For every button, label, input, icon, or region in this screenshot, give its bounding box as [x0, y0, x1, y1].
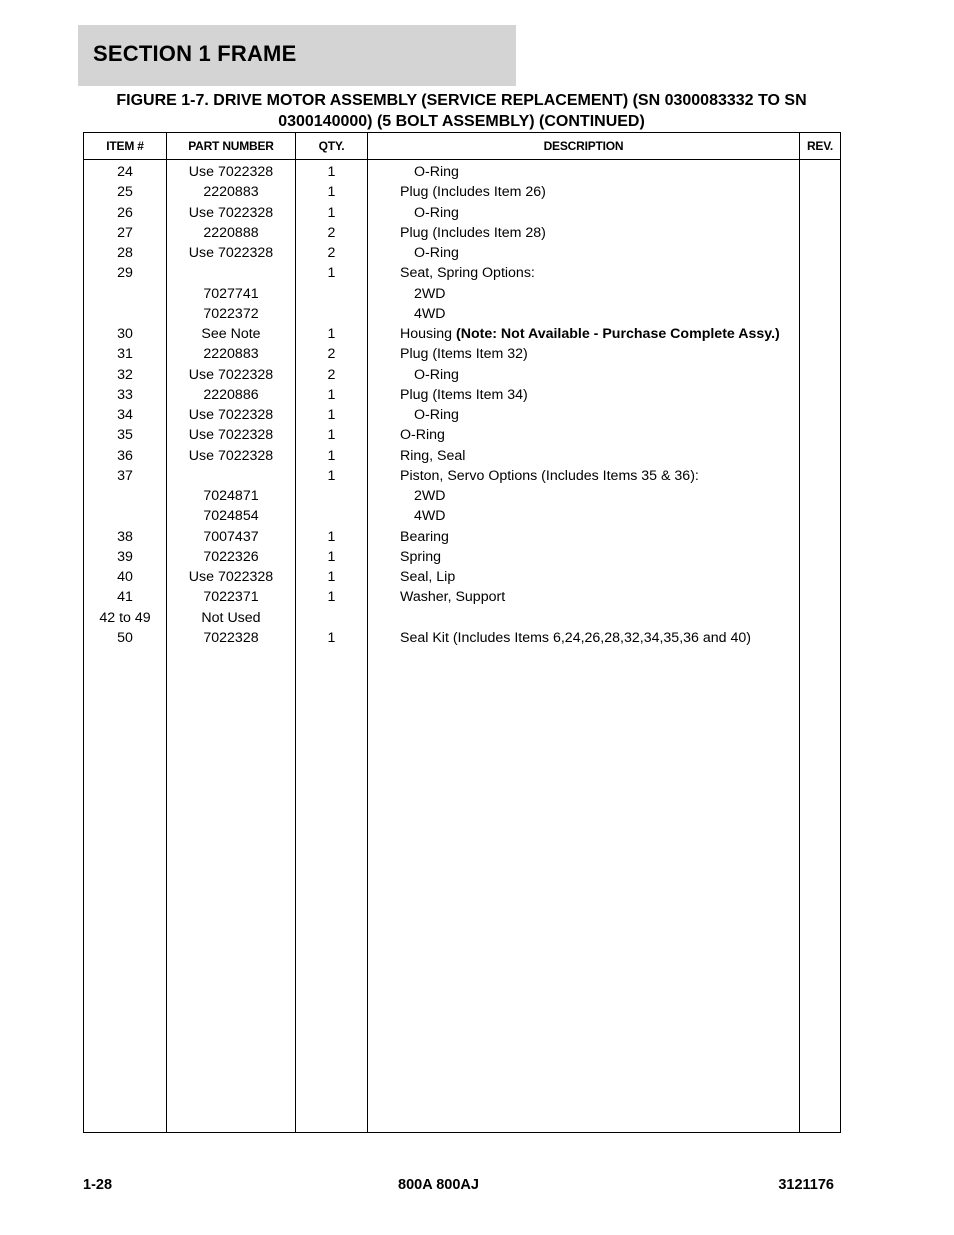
- part-number: 2220883: [203, 184, 259, 201]
- description: [400, 182, 546, 202]
- description: [414, 203, 459, 223]
- table-row: [84, 486, 840, 506]
- description-text: Plug (Includes Item 28): [400, 224, 546, 241]
- part-number: 7007437: [203, 528, 259, 545]
- description: [414, 486, 446, 506]
- description-text: Ring, Seal: [400, 447, 466, 464]
- description-text: Bearing: [400, 528, 449, 545]
- description: [414, 405, 459, 425]
- header-divider: [84, 159, 840, 160]
- description-text: Plug (Items Item 34): [400, 386, 528, 403]
- item-number: 24: [117, 164, 133, 180]
- footer-page-number: 1-28: [83, 1177, 113, 1193]
- item-number: 41: [117, 589, 133, 606]
- description-text: Spring: [400, 548, 442, 565]
- table-row: [84, 506, 840, 526]
- quantity: 1: [327, 427, 336, 444]
- description: [414, 162, 459, 182]
- parts-table: [83, 132, 841, 1133]
- description-note: (Note: Not Available - Purchase Complete Assy.): [456, 326, 780, 342]
- part-number: Use 7022328: [188, 447, 274, 464]
- table-row: [84, 324, 840, 344]
- part-number: 7022371: [203, 589, 259, 606]
- table-row: [84, 203, 840, 223]
- item-number: 39: [117, 548, 133, 565]
- part-number: 7024854: [203, 508, 259, 525]
- item-number: 31: [117, 346, 133, 363]
- description: [414, 506, 446, 526]
- table-row: [84, 385, 840, 405]
- item-number: 27: [117, 224, 133, 241]
- item-number: 34: [117, 407, 133, 423]
- header-rev: REV.: [806, 139, 834, 153]
- description-text: Housing: [400, 326, 456, 342]
- description-text: Plug (Items Item 32): [400, 346, 528, 363]
- part-number: 7024871: [203, 488, 259, 504]
- item-number: 28: [117, 245, 133, 261]
- description: [400, 587, 505, 607]
- figure-title: [83, 90, 840, 132]
- quantity: 1: [327, 569, 336, 585]
- description-text: 4WD: [414, 305, 446, 322]
- part-number: Use 7022328: [188, 569, 274, 585]
- table-row: [84, 425, 840, 445]
- part-number: Use 7022328: [188, 366, 274, 383]
- description: [400, 425, 445, 445]
- table-row: [84, 263, 840, 283]
- quantity: 1: [327, 447, 336, 464]
- quantity: 1: [327, 589, 336, 606]
- quantity: 1: [327, 184, 336, 201]
- part-number: Use 7022328: [188, 204, 274, 221]
- item-number: 33: [117, 386, 133, 403]
- quantity: 2: [327, 366, 336, 383]
- part-number: Not Used: [201, 609, 261, 626]
- description-text: O-Ring: [414, 164, 459, 180]
- item-number: 40: [117, 569, 133, 585]
- table-row: [84, 628, 840, 648]
- description: [400, 628, 751, 648]
- quantity: 1: [327, 528, 336, 545]
- description-text: 2WD: [414, 488, 446, 504]
- part-number: Use 7022328: [188, 427, 274, 444]
- item-number: 29: [117, 265, 133, 282]
- table-row: [84, 223, 840, 243]
- header-item: ITEM #: [106, 139, 144, 153]
- table-row: [84, 527, 840, 547]
- part-number: Use 7022328: [188, 245, 274, 261]
- description: [400, 567, 455, 587]
- section-banner: [78, 25, 516, 86]
- description-text: Seal Kit (Includes Items 6,24,26,28,32,34,35,36 and 40): [400, 629, 751, 646]
- part-number: Use 7022328: [188, 164, 274, 180]
- table-row: [84, 344, 840, 364]
- part-number: 2220888: [203, 224, 259, 241]
- part-number: See Note: [201, 326, 261, 342]
- description: [414, 284, 446, 304]
- section-title: SECTION 1 FRAME: [93, 41, 297, 66]
- table-row: [84, 365, 840, 385]
- parts-rows: [84, 162, 840, 648]
- description: [400, 527, 449, 547]
- description-text: 4WD: [414, 508, 446, 525]
- part-number: Use 7022328: [188, 407, 274, 423]
- part-number: 2220883: [203, 346, 259, 363]
- header-part-number: PART NUMBER: [188, 139, 274, 153]
- quantity: 1: [327, 407, 336, 423]
- table-row: [84, 405, 840, 425]
- table-row: [84, 547, 840, 567]
- quantity: 1: [327, 629, 336, 646]
- description-text: O-Ring: [414, 366, 459, 383]
- part-number: 7022372: [203, 305, 259, 322]
- footer-model: 800A 800AJ: [398, 1177, 479, 1193]
- description: [400, 263, 535, 283]
- part-number: 7027741: [203, 285, 259, 302]
- part-number: 2220886: [203, 386, 259, 403]
- table-row: [84, 284, 840, 304]
- description: [400, 324, 780, 344]
- table-row: [84, 608, 840, 628]
- table-row: [84, 446, 840, 466]
- description-text: O-Ring: [400, 427, 445, 444]
- item-number: 26: [117, 204, 133, 221]
- description-text: Washer, Support: [400, 589, 506, 606]
- description-text: Plug (Includes Item 26): [400, 184, 546, 201]
- description: [414, 243, 459, 263]
- description: [400, 466, 699, 486]
- quantity: 2: [327, 224, 336, 241]
- quantity: 2: [327, 245, 336, 261]
- item-number: 38: [117, 528, 133, 545]
- table-row: [84, 182, 840, 202]
- quantity: 1: [327, 265, 336, 282]
- description-text: Piston, Servo Options (Includes Items 35 & 36):: [400, 467, 699, 484]
- header-description: DESCRIPTION: [543, 139, 624, 153]
- table-row: [84, 243, 840, 263]
- description-text: O-Ring: [414, 407, 459, 423]
- item-number: 30: [117, 326, 133, 342]
- description: [414, 304, 446, 324]
- footer-doc-number: 3121176: [778, 1177, 834, 1193]
- description: [400, 344, 528, 364]
- table-row: [84, 587, 840, 607]
- item-number: 35: [117, 427, 133, 444]
- quantity: 1: [327, 164, 336, 180]
- table-row: [84, 466, 840, 486]
- item-number: 50: [117, 629, 133, 646]
- figure-title-line-2: 0300140000) (5 BOLT ASSEMBLY) (CONTINUED): [278, 113, 645, 130]
- table-row: [84, 162, 840, 182]
- description: [400, 446, 465, 466]
- table-row: [84, 567, 840, 587]
- description-text: Seal, Lip: [400, 569, 456, 585]
- item-number: 37: [117, 467, 133, 484]
- quantity: 1: [327, 204, 336, 221]
- table-row: [84, 304, 840, 324]
- item-number: 32: [117, 366, 133, 383]
- description-text: 2WD: [414, 285, 446, 302]
- description: [400, 223, 546, 243]
- item-number: 42 to 49: [99, 609, 151, 626]
- part-number: 7022326: [203, 548, 259, 565]
- description: [400, 385, 528, 405]
- figure-title-line-1: FIGURE 1-7. DRIVE MOTOR ASSEMBLY (SERVICE REPLACEMENT) (SN 0300083332 TO SN: [116, 92, 807, 109]
- quantity: 1: [327, 467, 336, 484]
- description-text: O-Ring: [414, 204, 459, 221]
- description-text: O-Ring: [414, 245, 459, 261]
- description: [400, 547, 441, 567]
- part-number: 7022328: [203, 629, 259, 646]
- quantity: 1: [327, 548, 336, 565]
- description: [414, 365, 459, 385]
- item-number: 25: [117, 184, 133, 201]
- item-number: 36: [117, 447, 133, 464]
- header-qty: QTY.: [318, 139, 345, 153]
- quantity: 2: [327, 346, 336, 363]
- quantity: 1: [327, 386, 336, 403]
- description-text: Seat, Spring Options:: [400, 265, 535, 282]
- quantity: 1: [327, 326, 336, 342]
